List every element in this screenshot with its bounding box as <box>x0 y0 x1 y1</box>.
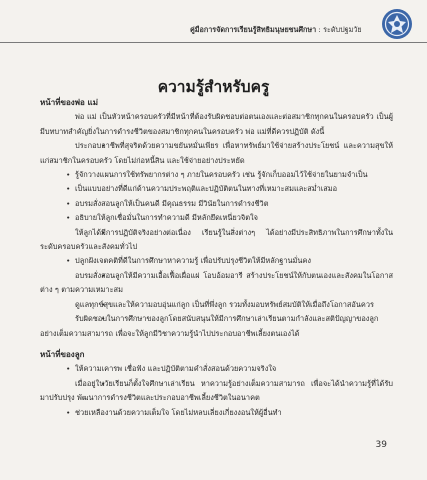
list-item: • เมื่ออยู่ในวัยเรียนก็ตั้งใจศึกษาเล่าเรียน หาความรู้อย่างเต็มความสามารถ เพื่อจะได้นำความรู้ที่ได้รับมาปรับปรุง พัฒนาการดำรงชีวิตและประกอบอาชีพเลี้ยงชีวิตในอนาคต <box>40 377 393 406</box>
page-number: 39 <box>375 440 387 450</box>
list-item: • รับผิดชอบในการศึกษาของลูกโดยสนับสนุนให้มีการศึกษาเล่าเรียนตามกำลังและสติปัญญาของลูกอย่างเต็มความสามารถ เพื่อจะให้ลูกมีวิชาความรู้นำไปประกอบอาชีพเลี้ยงตนเองได้ <box>40 312 393 341</box>
main-content <box>40 96 393 420</box>
running-header <box>190 25 362 36</box>
document-title: คู่มือการจัดการเรียนรู้สิทธิมนุษยชนศึกษา <box>190 25 317 34</box>
list-item: • ช่วยเหลืองานด้วยความเต็มใจ โดยไม่หลบเลี่ยงเกี่ยงงอนให้ผู้อื่นทำ <box>40 406 393 420</box>
header-rule <box>0 42 427 43</box>
section-heading-parents: หน้าที่ของพ่อ แม่ <box>40 98 98 107</box>
intro-paragraph: พ่อ แม่ เป็นหัวหน้าครอบครัวที่มีหน้าที่ต้องรับผิดชอบต่อตนเองและต่อสมาชิกทุกคนในครอบครัว เป็นผู้มีบทบาทสำคัญยิ่งในการดำรงชีวิตของสมาชิกทุกคนในครอบครัว พ่อ แม่ที่ดีควรปฏิบัติ ดังนี้ <box>40 112 393 136</box>
list-item: • เป็นแบบอย่างที่ดีแก่ด้านความประพฤติและปฏิบัติตนในทางที่เหมาะสมและสม่ำเสมอ <box>40 182 393 196</box>
list-item: • อบรมสั่งสอนลูกให้มีความเอื้อเฟื้อเผื่อแผ่ โอบอ้อมอารี สร้างประโยชน์ให้กับตนเองและสังคมในโอกาสต่าง ๆ ตามความเหมาะสม <box>40 269 393 298</box>
page-header <box>0 0 427 46</box>
section-heading-children: หน้าที่ของลูก <box>40 349 85 359</box>
list-item: • ให้ความเคารพ เชื่อฟัง และปฏิบัติตามคำสั่งสอนด้วยความจริงใจ <box>40 362 393 376</box>
section-spacer <box>40 341 393 348</box>
list-item: • อธิบายให้ลูกเชื่อมั่นในการทำความดี มีหลักยึดเหนี่ยวจิตใจ <box>40 211 393 225</box>
level-label: : ระดับปฐมวัย <box>316 25 362 34</box>
list-item: • รู้จักวางแผนการใช้ทรัพยากรต่าง ๆ ภายในครอบครัว เช่น รู้จักเก็บออมไว้ใช้จ่ายในยามจำเป็น <box>40 168 393 182</box>
ministry-emblem-icon <box>381 8 413 40</box>
page-title: ความรู้สำหรับครู <box>157 78 270 96</box>
list-item: • อบรมสั่งสอนลูกให้เป็นคนดี มีคุณธรรม มีวินัยในการดำรงชีวิต <box>40 197 393 211</box>
list-item: • ดูแลทุกข์สุขและให้ความอบอุ่นแก่ลูก เป็นที่พึ่งลูก รวมทั้งมอบทรัพย์สมบัติให้เมื่อถึงโอกาสอันควร <box>40 298 393 312</box>
list-item: • ประกอบอาชีพที่สุจริตด้วยความขยันหมั่นเพียร เพื่อหาทรัพย์มาใช้จ่ายสร้างประโยชน์ และความสุขให้แก่สมาชิกในครอบครัว โดยไม่ก่อหนี้สิน และใช้จ่ายอย่างประหยัด <box>40 139 393 168</box>
list-item: • ปลูกฝังเจตคติที่ดีในการศึกษาหาความรู้ เพื่อปรับปรุงชีวิตให้มีหลักฐานมั่นคง <box>40 254 393 268</box>
list-item: • ให้ลูกได้มีการปฏิบัติจริงอย่างต่อเนื่อง เรียนรู้ในสิ่งต่างๆ ได้อย่างมีประสิทธิภาพในการศึกษาทั้งในระดับครอบครัวและสังคมทั่วไป <box>40 226 393 255</box>
